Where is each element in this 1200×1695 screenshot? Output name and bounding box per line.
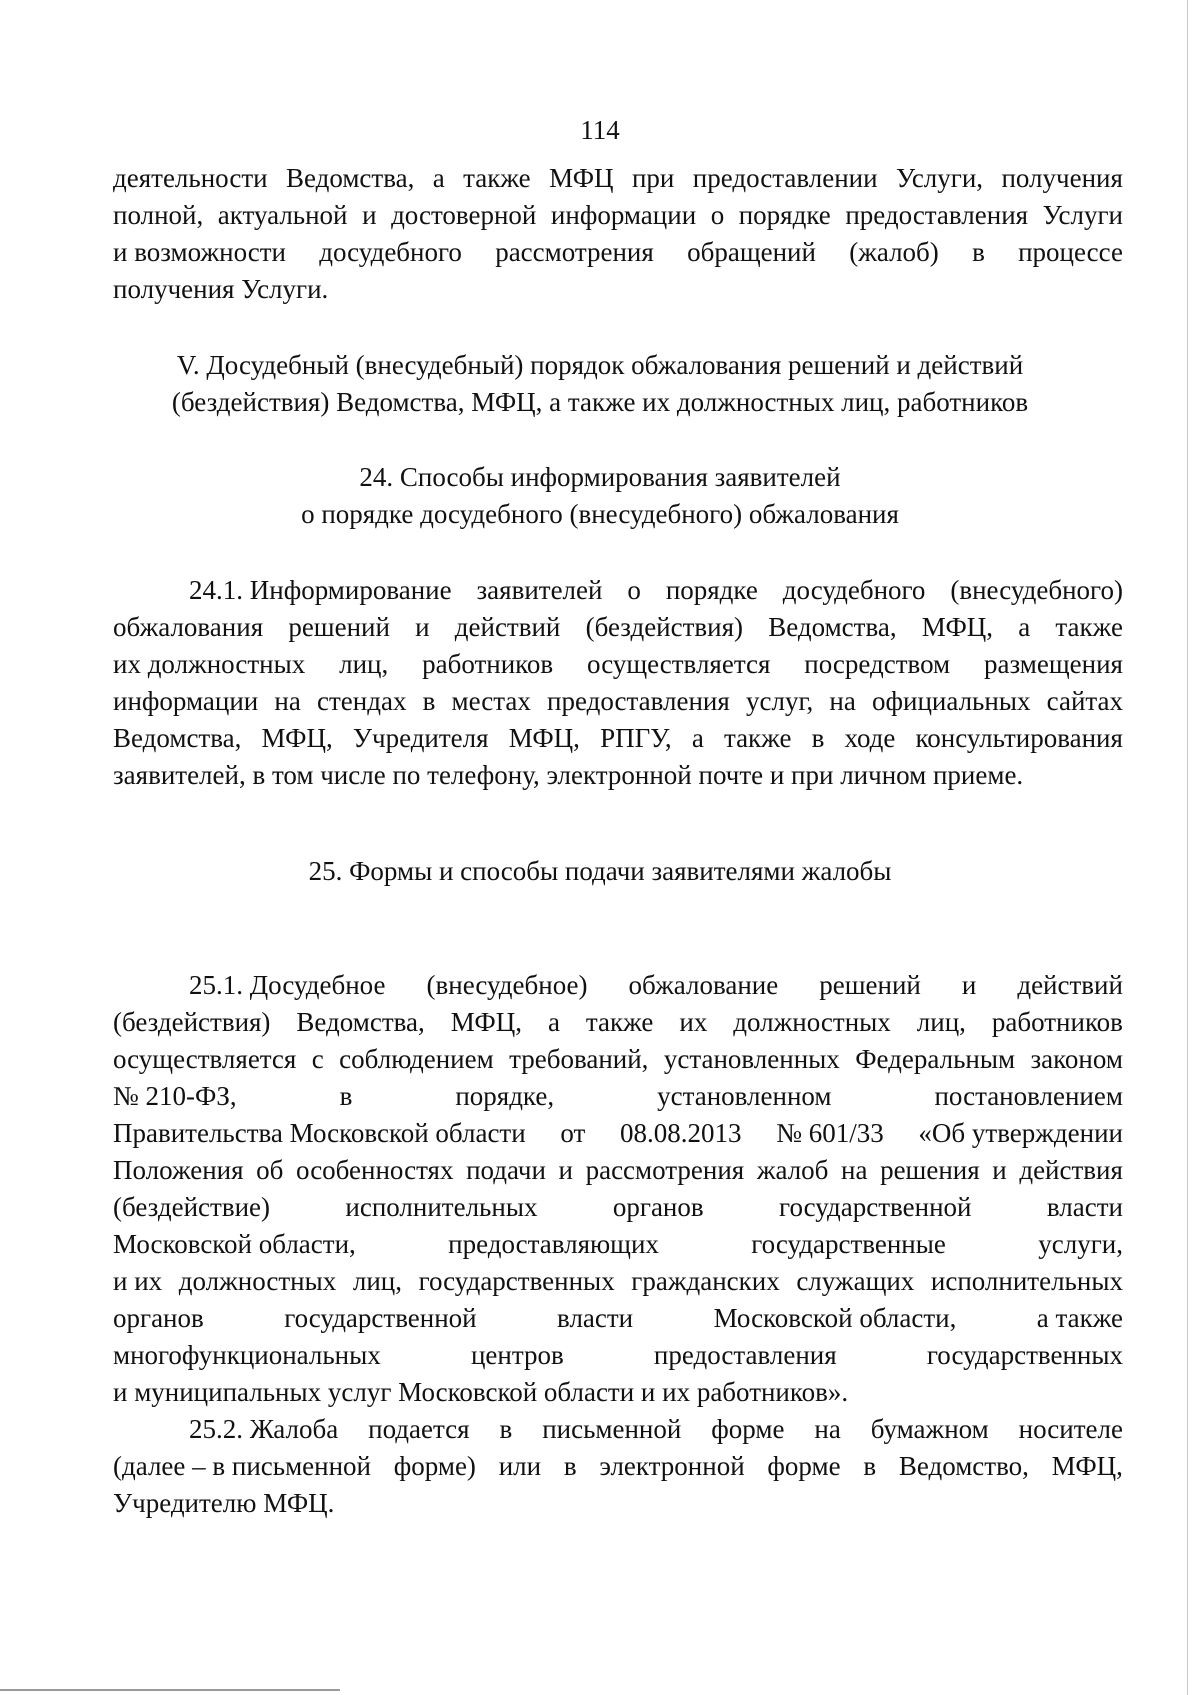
word: Правительства Московской области bbox=[113, 1118, 526, 1148]
word: стендах bbox=[317, 686, 407, 716]
word: на bbox=[829, 686, 856, 716]
word: МФЦ, bbox=[261, 723, 333, 753]
word: осуществляется bbox=[587, 649, 771, 679]
word: в bbox=[339, 1081, 353, 1111]
word: должностных bbox=[178, 1266, 337, 1296]
word: Федеральным bbox=[855, 1044, 1016, 1074]
para-24-1-line-6: заявителей, в том числе по телефону, электронной почте и при личном приеме. bbox=[113, 760, 1024, 790]
word: действий bbox=[1017, 970, 1123, 1000]
scan-edge-line bbox=[1187, 0, 1188, 1695]
word: также bbox=[585, 1007, 654, 1037]
word: «Об утверждении bbox=[918, 1118, 1123, 1148]
word: рассмотрения bbox=[585, 1155, 745, 1185]
word: также bbox=[463, 163, 531, 193]
word: а bbox=[432, 163, 445, 193]
word: государственной bbox=[779, 1192, 972, 1222]
word: услуг, bbox=[745, 686, 814, 716]
word: от bbox=[560, 1118, 586, 1148]
word: размещения bbox=[984, 649, 1123, 679]
para-25-1-line-5 bbox=[113, 1115, 1123, 1152]
word: в bbox=[563, 1451, 577, 1481]
word: должностных bbox=[733, 1007, 891, 1037]
word: рассмотрения bbox=[495, 237, 654, 267]
word: форме bbox=[711, 1414, 785, 1444]
page-number: 114 bbox=[580, 115, 620, 145]
word: гражданских bbox=[631, 1266, 780, 1296]
word: государственных bbox=[418, 1266, 615, 1296]
word: МФЦ, bbox=[921, 612, 994, 642]
word: работников bbox=[422, 649, 554, 679]
word: и bbox=[961, 970, 977, 1000]
para-25-1-line-8 bbox=[113, 1226, 1123, 1263]
word: услуги, bbox=[1038, 1229, 1123, 1259]
word: государственных bbox=[926, 1340, 1123, 1370]
word: Ведомства, bbox=[285, 163, 415, 193]
word: Московской области, bbox=[113, 1229, 356, 1259]
word: о bbox=[710, 200, 725, 230]
word: электронной bbox=[599, 1451, 745, 1481]
word: обжалования bbox=[113, 612, 264, 642]
word: исполнительных bbox=[345, 1192, 538, 1222]
para-24-1-line-2 bbox=[113, 609, 1123, 646]
para-25-1-line-9 bbox=[113, 1263, 1123, 1300]
word: получения bbox=[1001, 163, 1123, 193]
word: многофункциональных bbox=[113, 1340, 381, 1370]
word: полной, bbox=[113, 200, 204, 230]
word: работников bbox=[991, 1007, 1123, 1037]
word: на bbox=[814, 1414, 841, 1444]
word: посредством bbox=[804, 649, 951, 679]
para-25-1-line-6 bbox=[113, 1152, 1123, 1189]
para-24-1-line-1 bbox=[189, 572, 1123, 609]
word: досудебного bbox=[782, 575, 926, 605]
word: постановлением bbox=[934, 1081, 1123, 1111]
word: а также bbox=[1036, 1303, 1123, 1333]
word: осуществляется bbox=[113, 1044, 297, 1074]
word: МФЦ bbox=[549, 163, 614, 193]
section-v-title-line-2: (бездействия) Ведомства, МФЦ, а также их должностных лиц, работников bbox=[171, 387, 1029, 417]
word: Учредителя bbox=[352, 723, 489, 753]
para-25-1-line-2 bbox=[113, 1004, 1123, 1041]
word: требований, bbox=[509, 1044, 649, 1074]
word: особенностях bbox=[296, 1155, 454, 1185]
word: заявителей bbox=[476, 575, 603, 605]
word: официальных bbox=[872, 686, 1031, 716]
word: в bbox=[863, 1451, 877, 1481]
para-25-1-line-1 bbox=[189, 967, 1123, 1004]
word: Ведомства, bbox=[113, 723, 242, 753]
word: а bbox=[691, 723, 704, 753]
word: в bbox=[811, 723, 825, 753]
word: а bbox=[547, 1007, 560, 1037]
word: лиц, bbox=[339, 649, 389, 679]
para-25-1-line-11 bbox=[113, 1337, 1123, 1374]
word: или bbox=[498, 1451, 542, 1481]
word: государственной bbox=[284, 1303, 477, 1333]
para-25-2-line-1 bbox=[189, 1411, 1123, 1448]
word: государственные bbox=[751, 1229, 946, 1259]
word: власти bbox=[1046, 1192, 1123, 1222]
word: Московской области, bbox=[713, 1303, 957, 1333]
word: 25.1. Досудебное bbox=[189, 970, 386, 1000]
word: форме bbox=[767, 1451, 841, 1481]
word: консультирования bbox=[915, 723, 1123, 753]
word: и bbox=[415, 612, 430, 642]
word: (далее – в письменной bbox=[113, 1451, 372, 1481]
word: лиц, bbox=[916, 1007, 966, 1037]
word: деятельности bbox=[113, 163, 268, 193]
word: их bbox=[679, 1007, 708, 1037]
word: обращений bbox=[687, 237, 816, 267]
word: актуальной bbox=[217, 200, 348, 230]
word: порядке, bbox=[455, 1081, 555, 1111]
word: органов bbox=[113, 1303, 204, 1333]
word: на bbox=[841, 1155, 868, 1185]
heading-25: 25. Формы и способы подачи заявителями жалобы bbox=[308, 856, 892, 886]
word: служащих bbox=[796, 1266, 915, 1296]
word: сайтах bbox=[1046, 686, 1123, 716]
word: центров bbox=[470, 1340, 564, 1370]
word: Ведомство, bbox=[898, 1451, 1029, 1481]
word: Положения bbox=[113, 1155, 244, 1185]
word: информации bbox=[550, 200, 697, 230]
word: предоставления bbox=[845, 200, 1029, 230]
word: исполнительных bbox=[930, 1266, 1123, 1296]
intro-line-3 bbox=[113, 234, 1123, 271]
word: и bbox=[362, 200, 377, 230]
word: Ведомства, bbox=[296, 1007, 425, 1037]
word: о bbox=[627, 575, 641, 605]
para-24-1-line-4 bbox=[113, 683, 1123, 720]
word: письменной bbox=[542, 1414, 682, 1444]
word: законом bbox=[1030, 1044, 1123, 1074]
heading-24-line-2: о порядке досудебного (внесудебного) обжалования bbox=[301, 499, 899, 529]
word: установленных bbox=[663, 1044, 840, 1074]
word: лиц, bbox=[352, 1266, 402, 1296]
word: предоставляющих bbox=[448, 1229, 659, 1259]
word: МФЦ, bbox=[450, 1007, 522, 1037]
word: жалоб bbox=[756, 1155, 829, 1185]
word: подачи bbox=[466, 1155, 546, 1185]
word: решения bbox=[880, 1155, 980, 1185]
word: Ведомства, bbox=[768, 612, 897, 642]
word: (бездействия) bbox=[113, 1007, 271, 1037]
word: предоставления bbox=[653, 1340, 837, 1370]
word: досудебного bbox=[319, 237, 462, 267]
para-25-1-line-7 bbox=[113, 1189, 1123, 1226]
word: в bbox=[972, 237, 985, 267]
word: и возможности bbox=[113, 237, 286, 267]
word: и bbox=[992, 1155, 1007, 1185]
word: решений bbox=[288, 612, 390, 642]
word: № 601/33 bbox=[776, 1118, 884, 1148]
word: процессе bbox=[1018, 237, 1123, 267]
word: (внесудебное) bbox=[426, 970, 588, 1000]
word: бумажном bbox=[870, 1414, 989, 1444]
word: 25.2. Жалоба bbox=[189, 1414, 339, 1444]
para-25-1-line-10 bbox=[113, 1300, 1123, 1337]
word: на bbox=[274, 686, 301, 716]
word: с bbox=[311, 1044, 324, 1074]
word: органов bbox=[612, 1192, 704, 1222]
word: (бездействия) bbox=[585, 612, 744, 642]
para-25-1-line-12: и муниципальных услуг Московской области и их работников». bbox=[113, 1377, 849, 1407]
intro-line-4: получения Услуги. bbox=[113, 274, 329, 304]
word: информации bbox=[113, 686, 259, 716]
section-v-title-line-1: V. Досудебный (внесудебный) порядок обжалования решений и действий bbox=[176, 350, 1024, 380]
word: и bbox=[558, 1155, 573, 1185]
word: в bbox=[499, 1414, 513, 1444]
word: (внесудебного) bbox=[950, 575, 1123, 605]
word: соблюдением bbox=[339, 1044, 494, 1074]
word: МФЦ, bbox=[1051, 1451, 1123, 1481]
word: № 210-ФЗ, bbox=[113, 1081, 237, 1111]
para-25-2-line-3: Учредителю МФЦ. bbox=[113, 1488, 335, 1518]
para-24-1-line-3 bbox=[113, 646, 1123, 683]
word: в bbox=[422, 686, 436, 716]
word: 08.08.2013 bbox=[620, 1118, 742, 1148]
word: установленном bbox=[657, 1081, 832, 1111]
word: Услуги, bbox=[895, 163, 984, 193]
word: (бездействие) bbox=[113, 1192, 270, 1222]
word: обжалование bbox=[628, 970, 779, 1000]
word: РПГУ, bbox=[600, 723, 672, 753]
intro-line-2 bbox=[113, 197, 1123, 234]
word: также bbox=[723, 723, 792, 753]
word: носителе bbox=[1018, 1414, 1123, 1444]
word: решений bbox=[819, 970, 921, 1000]
word: предоставления bbox=[547, 686, 730, 716]
word: также bbox=[1055, 612, 1123, 642]
word: предоставлении bbox=[692, 163, 878, 193]
word: и их bbox=[113, 1266, 163, 1296]
word: власти bbox=[557, 1303, 634, 1333]
word: достоверной bbox=[391, 200, 537, 230]
para-25-2-line-2 bbox=[113, 1448, 1123, 1485]
para-24-1-line-5 bbox=[113, 720, 1123, 757]
word: ходе bbox=[844, 723, 896, 753]
word: порядке bbox=[665, 575, 758, 605]
intro-line-1 bbox=[113, 160, 1123, 197]
word: порядке bbox=[738, 200, 831, 230]
word: а bbox=[1018, 612, 1031, 642]
heading-24-line-1: 24. Способы информирования заявителей bbox=[359, 462, 841, 492]
word: местах bbox=[451, 686, 531, 716]
word: 24.1. Информирование bbox=[189, 575, 452, 605]
word: действий bbox=[454, 612, 561, 642]
para-25-1-line-4 bbox=[113, 1078, 1123, 1115]
para-25-1-line-3 bbox=[113, 1041, 1123, 1078]
word: при bbox=[631, 163, 675, 193]
word: форме) bbox=[393, 1451, 476, 1481]
word: (жалоб) bbox=[849, 237, 939, 267]
word: Услуги bbox=[1042, 200, 1123, 230]
word: их должностных bbox=[113, 649, 306, 679]
word: МФЦ, bbox=[508, 723, 580, 753]
word: действия bbox=[1019, 1155, 1123, 1185]
word: подается bbox=[368, 1414, 470, 1444]
word: об bbox=[256, 1155, 284, 1185]
scan-bottom-mark bbox=[0, 1689, 340, 1691]
